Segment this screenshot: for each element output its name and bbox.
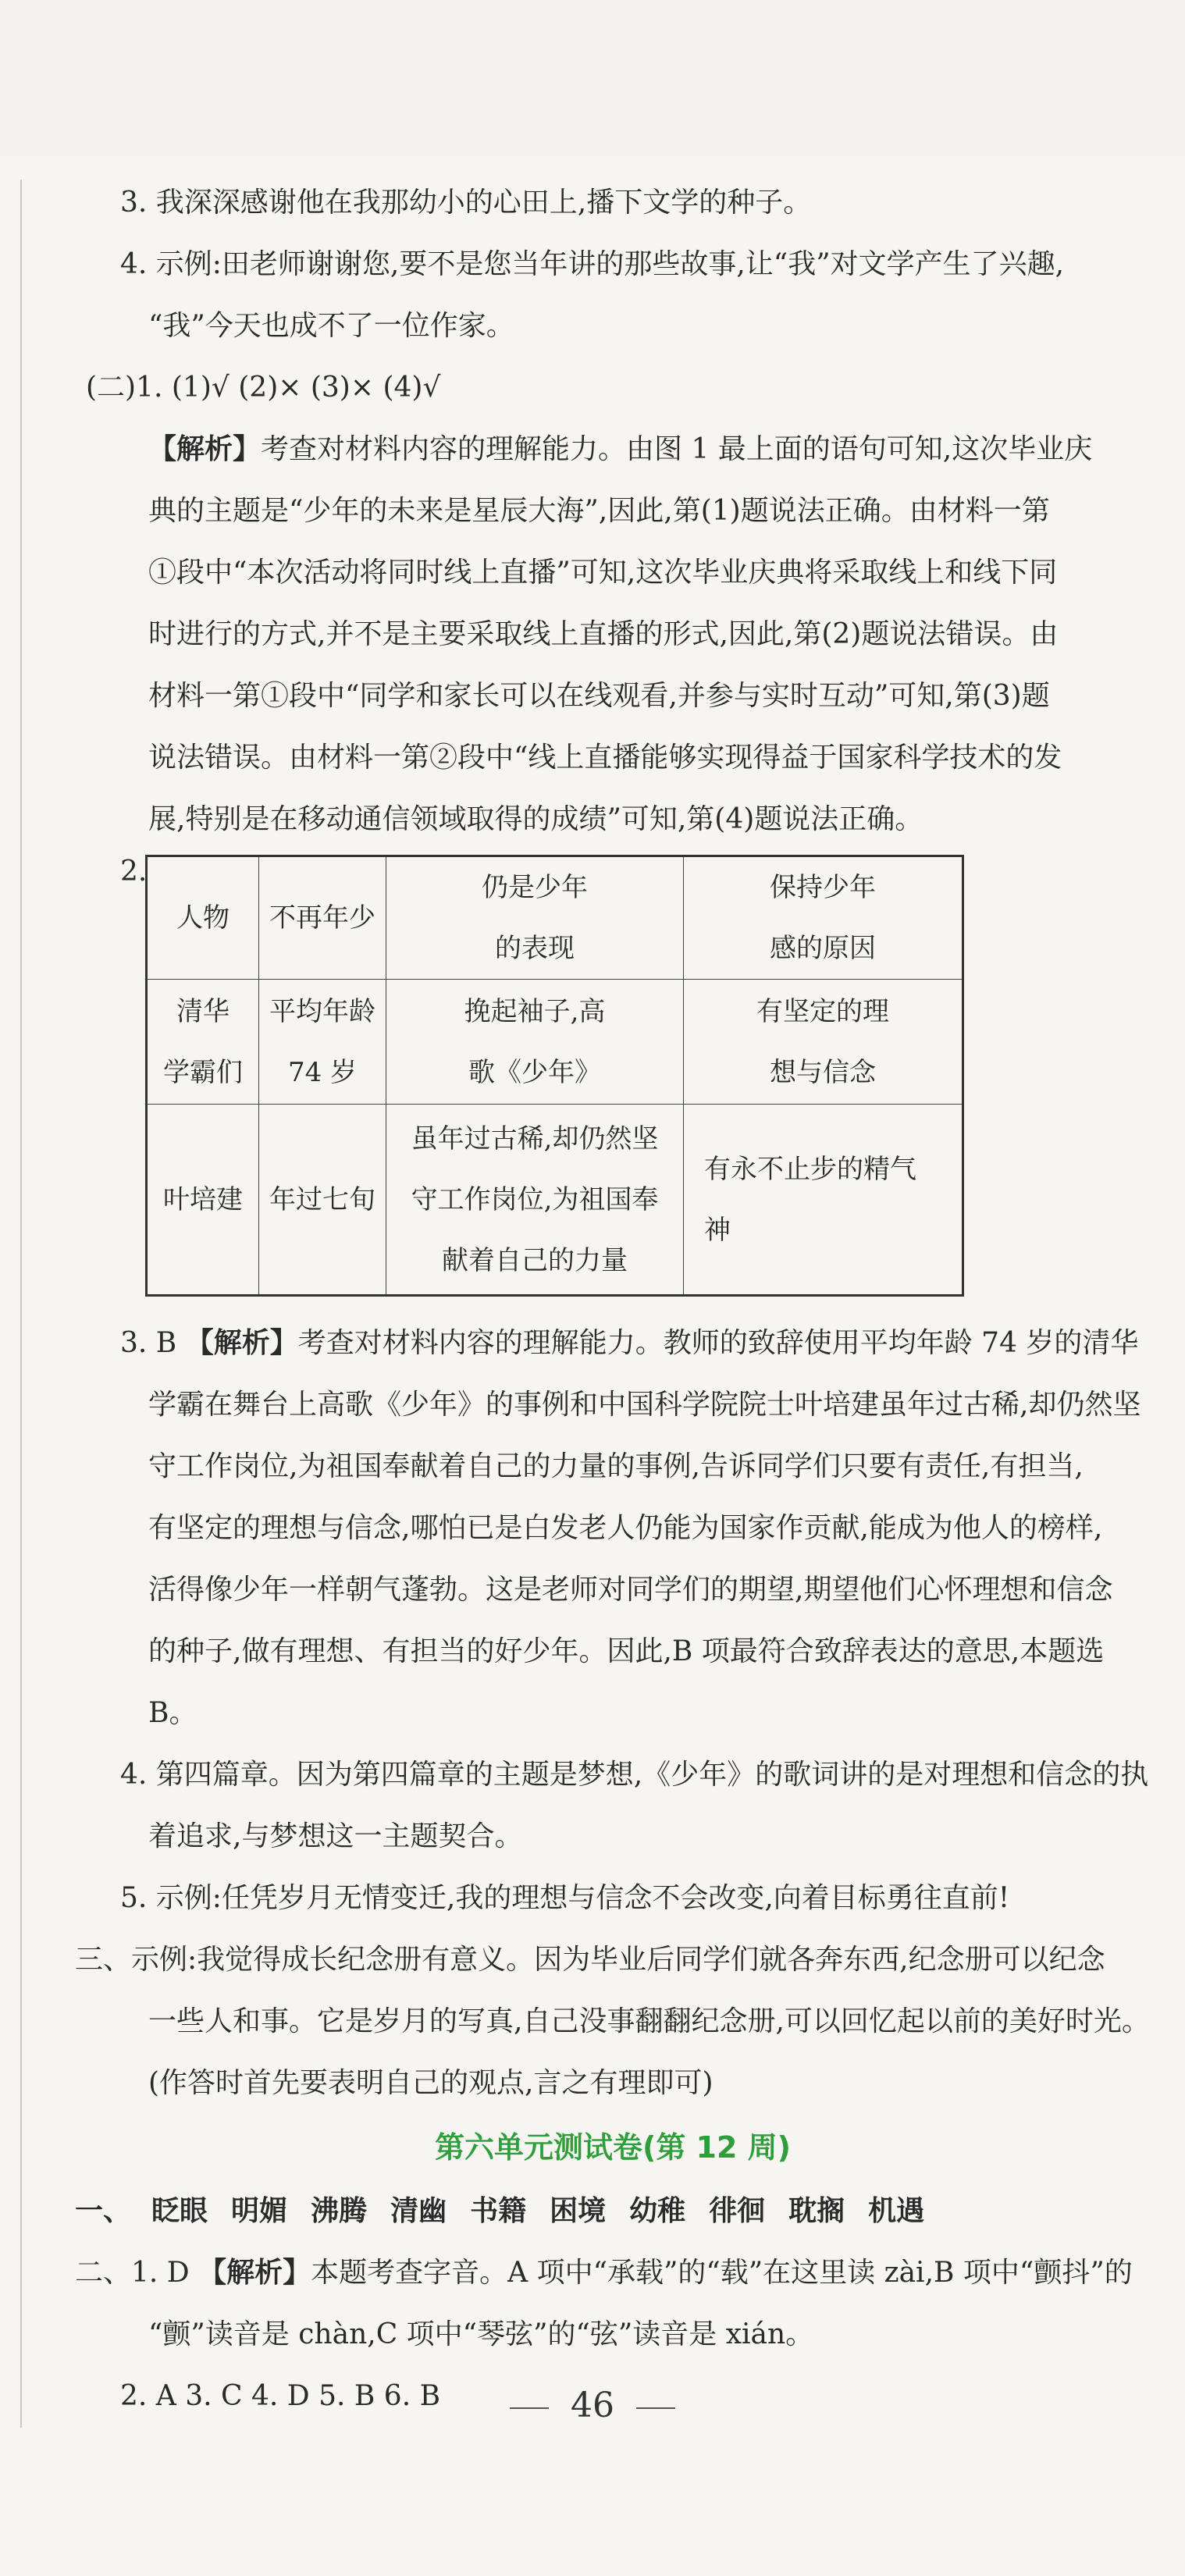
part2-q1-line-1: 二、1. D 【解析】本题考查字音。A 项中“承载”的“载”在这里读 zài,B 项中“颤抖”的 [75,2256,1133,2289]
answer-4: 4. 示例:田老师谢谢您,要不是您当年讲的那些故事,让“我”对文学产生了兴趣, [120,248,1065,280]
analysis-1-line-3: ①段中“本次活动将同时线上直播”可知,这次毕业庆典将采取线上和线下同 [148,557,1058,589]
dash-right [636,2407,675,2409]
table-block [86,852,1140,1312]
answer-4-cont: “我”今天也成不了一位作家。 [148,310,514,342]
table-cell: 挽起袖子,高 歌《少年》 [386,980,684,1105]
answer-content [75,172,1150,2427]
analysis-tag: 【解析】 [148,432,262,465]
table-header-row [147,856,963,980]
word: 眨眼 [151,2195,208,2227]
analysis-1-line-4: 时进行的方式,并不是主要采取线上直播的形式,因此,第(2)题说法错误。由 [148,618,1059,650]
section-title: 第六单元测试卷(第 12 周) [434,2130,792,2165]
word: 耽搁 [788,2195,845,2227]
part2-q1-line-2: “颤”读音是 chàn,C 项中“琴弦”的“弦”读音是 xián。 [148,2318,814,2350]
analysis-1-line-1: 【解析】考查对材料内容的理解能力。由图 1 最上面的语句可知,这次毕业庆 [148,432,1093,465]
answer-3b-line-5: 活得像少年一样朝气蓬勃。这是老师对同学们的期望,期望他们心怀理想和信念 [148,1574,1113,1606]
table-cell: 有永不止步的精气 神 [684,1105,963,1296]
part3-line-1: 三、示例:我觉得成长纪念册有意义。因为毕业后同学们就各奔东西,纪念册可以纪念 [75,1944,1105,1976]
table-cell: 清华 学霸们 [147,980,259,1105]
part1-label: 一、 [75,2195,132,2227]
answer-3b-line-4: 有坚定的理想与信念,哪怕已是白发老人仍能为国家作贡献,能成为他人的榜样, [148,1512,1103,1544]
table-cell: 平均年龄 74 岁 [259,980,386,1105]
answer-table [145,855,964,1297]
word: 沸腾 [311,2195,368,2227]
table-question-number: 2. [120,856,148,888]
table-header-cell: 保持少年 感的原因 [684,856,963,980]
answer-3b-line-2: 学霸在舞台上高歌《少年》的事例和中国科学院院士叶培建虽年过古稀,却仍然坚 [148,1389,1141,1421]
table-header-cell: 仍是少年 的表现 [386,856,684,980]
word: 徘徊 [709,2195,766,2227]
answer-5b: 5. 示例:任凭岁月无情变迁,我的理想与信念不会改变,向着目标勇往直前! [120,1882,1010,1914]
table-header-cell: 人物 [147,856,259,980]
dash-left [510,2407,549,2409]
table-row [147,980,963,1105]
answer-4b-line-2: 着追求,与梦想这一主题契合。 [148,1820,523,1852]
word: 困境 [550,2195,607,2227]
table-cell: 叶培建 [147,1105,259,1296]
part1-answers [75,2180,1140,2242]
top-blank-area [0,0,1185,156]
table-row [147,1105,963,1296]
table-cell: 有坚定的理 想与信念 [684,980,963,1105]
analysis-1-line-6: 说法错误。由材料一第②段中“线上直播能够实现得益于国家科学技术的发 [148,742,1062,774]
left-margin-line [20,180,22,2428]
page-number: 46 [0,2386,1185,2425]
word: 幼稚 [629,2195,686,2227]
table-cell: 年过七旬 [259,1105,386,1296]
answer-3b-line-3: 守工作岗位,为祖国奉献着自己的力量的事例,告诉同学们只要有责任,有担当, [148,1450,1084,1482]
part2-rest-answers: 2. A 3. C 4. D 5. B 6. B [120,2380,441,2412]
word: 清幽 [390,2195,447,2227]
answer-3: 3. 我深深感谢他在我那幼小的心田上,播下文学的种子。 [120,187,812,219]
part3-line-3: (作答时首先要表明自己的观点,言之有理即可) [148,2067,713,2099]
analysis-1-line-7: 展,特别是在移动通信领域取得的成绩”可知,第(4)题说法正确。 [148,803,923,835]
table-cell: 虽年过古稀,却仍然坚 守工作岗位,为祖国奉 献着自己的力量 [386,1105,684,1296]
analysis-1-line-5: 材料一第①段中“同学和家长可以在线观看,并参与实时互动”可知,第(3)题 [148,680,1050,712]
analysis-tag: 【解析】 [185,1326,298,1359]
word: 书籍 [470,2195,527,2227]
answer-3b-line-1: 3. B 【解析】考查对材料内容的理解能力。教师的致辞使用平均年龄 74 岁的清华 [120,1326,1139,1359]
word: 明媚 [231,2195,288,2227]
word: 机遇 [868,2195,925,2227]
table-header-cell: 不再年少 [259,856,386,980]
answer-4b-line-1: 4. 第四篇章。因为第四篇章的主题是梦想,《少年》的歌词讲的是对理想和信念的执 [120,1759,1149,1791]
part2-q1-answers: (二)1. (1)√ (2)× (3)× (4)√ [86,372,441,404]
answer-3b-line-7: B。 [148,1697,198,1729]
part3-line-2: 一些人和事。它是岁月的写真,自己没事翻翻纪念册,可以回忆起以前的美好时光。 [148,2005,1150,2037]
answer-3b-line-6: 的种子,做有理想、有担当的好少年。因此,B 项最符合致辞表达的意思,本题选 [148,1635,1105,1667]
analysis-tag: 【解析】 [198,2256,311,2289]
analysis-1-line-2: 典的主题是“少年的未来是星辰大海”,因此,第(1)题说法正确。由材料一第 [148,495,1050,527]
